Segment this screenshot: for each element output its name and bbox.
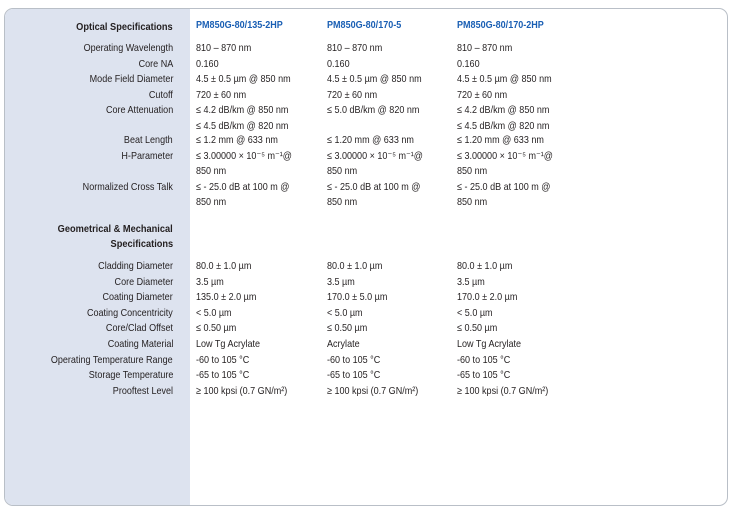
geometrical-row-label: Prooftest Level [112,384,173,397]
label-column [5,9,173,505]
optical-cell-value: 0.160 [457,57,480,70]
optical-cell-value: 720 ± 60 nm [457,88,508,101]
geometrical-row-label: Operating Temperature Range [51,353,173,366]
spec-table [4,8,728,506]
geometrical-cell-value: < 5.0 µm [196,306,232,319]
geometrical-cell-value: 3.5 µm [457,275,485,288]
optical-row-label: Core NA [138,57,173,70]
optical-cell-value: 850 nm [196,165,227,178]
geometrical-cell-value: < 5.0 µm [327,306,363,319]
geometrical-cell-value: Low Tg Acrylate [457,338,522,350]
geometrical-cell-value: ≥ 100 kpsi (0.7 GN/m²) [327,384,419,397]
geometrical-row-label: Core/Clad Offset [105,322,173,335]
geometrical-section-title-line1: Geometrical & Mechanical [57,223,173,235]
geometrical-cell-value: ≤ 0.50 µm [327,322,368,335]
optical-cell-value: 850 nm [327,196,358,209]
geometrical-cell-value: -60 to 105 °C [196,353,250,366]
geometrical-cell-value: ≤ 0.50 µm [196,322,237,335]
geometrical-cell-value: -65 to 105 °C [196,369,250,382]
optical-row-label: Operating Wavelength [83,42,173,54]
geometrical-cell-value: ≥ 100 kpsi (0.7 GN/m²) [457,384,549,397]
optical-cell-value: 720 ± 60 nm [196,88,247,101]
column-header-3: PM850G-80/170-2HP [457,19,544,31]
geometrical-cell-value: ≥ 100 kpsi (0.7 GN/m²) [196,384,288,397]
geometrical-cell-value: 3.5 µm [327,275,355,288]
geometrical-cell-value: 3.5 µm [196,275,224,288]
optical-row-label: H-Parameter [121,149,173,162]
optical-row-label: Beat Length [124,134,173,147]
geometrical-row-label: Coating Diameter [102,291,173,304]
geometrical-cell-value: 80.0 ± 1.0 µm [196,260,252,272]
optical-cell-value: 810 – 870 nm [327,42,383,54]
geometrical-cell-value: 80.0 ± 1.0 µm [327,260,383,272]
optical-cell-value: ≤ 5.0 dB/km @ 820 nm [327,104,420,117]
optical-cell-value: 0.160 [196,57,219,70]
geometrical-cell-value: -65 to 105 °C [327,369,381,382]
optical-cell-value: 4.5 ± 0.5 µm @ 850 nm [457,73,552,86]
geometrical-row-label: Coating Material [107,338,173,350]
optical-cell-value: 850 nm [196,196,227,209]
optical-cell-value: ≤ 4.2 dB/km @ 850 nm [457,104,550,117]
optical-row-label: Mode Field Diameter [89,73,173,86]
optical-cell-value: ≤ 3.00000 × 10⁻⁵ m⁻¹@ [327,149,423,162]
optical-cell-value: ≤ - 25.0 dB at 100 m @ [457,180,551,193]
optical-cell-value: ≤ 1.20 mm @ 633 nm [327,134,414,147]
optical-cell-value: 810 – 870 nm [196,42,252,54]
optical-cell-value: 4.5 ± 0.5 µm @ 850 nm [196,73,291,86]
optical-cell-value: 0.160 [327,57,350,70]
optical-row-label: Cutoff [149,88,173,101]
geometrical-cell-value: -65 to 105 °C [457,369,511,382]
optical-cell-value: ≤ 1.20 mm @ 633 nm [457,134,544,147]
optical-cell-value: ≤ 3.00000 × 10⁻⁵ m⁻¹@ [196,149,292,162]
optical-row-label: Core Attenuation [105,104,173,117]
optical-row-label: Normalized Cross Talk [82,180,173,193]
geometrical-row-label: Core Diameter [114,275,173,288]
geometrical-cell-value: ≤ 0.50 µm [457,322,498,335]
optical-section-title: Optical Specifications [76,21,173,33]
geometrical-row-label: Coating Concentricity [87,306,173,319]
geometrical-section-title-line2: Specifications [110,238,173,250]
optical-cell-value: ≤ - 25.0 dB at 100 m @ [327,180,421,193]
geometrical-cell-value: 135.0 ± 2.0 µm [196,291,257,304]
geometrical-row-label: Storage Temperature [88,369,173,382]
optical-cell-value: ≤ - 25.0 dB at 100 m @ [196,180,290,193]
optical-cell-value: ≤ 4.5 dB/km @ 820 nm [196,120,289,132]
optical-cell-value: ≤ 3.00000 × 10⁻⁵ m⁻¹@ [457,149,553,162]
optical-cell-value: ≤ 4.2 dB/km @ 850 nm [196,104,289,117]
column-header-1: PM850G-80/135-2HP [196,19,283,31]
optical-cell-value: ≤ 1.2 mm @ 633 nm [196,134,278,147]
geometrical-cell-value: -60 to 105 °C [457,353,511,366]
optical-cell-value: 810 – 870 nm [457,42,513,54]
optical-cell-value: 850 nm [457,196,488,209]
optical-cell-value: 850 nm [457,165,488,178]
geometrical-cell-value: Low Tg Acrylate [196,338,261,350]
optical-cell-value: 4.5 ± 0.5 µm @ 850 nm [327,73,422,86]
optical-cell-value: 850 nm [327,165,358,178]
geometrical-row-label: Cladding Diameter [98,260,173,272]
optical-cell-value: 720 ± 60 nm [327,88,378,101]
geometrical-cell-value: 170.0 ± 5.0 µm [327,291,388,304]
geometrical-cell-value: < 5.0 µm [457,306,493,319]
column-header-2: PM850G-80/170-5 [327,19,402,31]
optical-cell-value: ≤ 4.5 dB/km @ 820 nm [457,120,550,132]
geometrical-cell-value: Acrylate [327,338,360,350]
geometrical-cell-value: 80.0 ± 1.0 µm [457,260,513,272]
geometrical-cell-value: 170.0 ± 2.0 µm [457,291,518,304]
geometrical-cell-value: -60 to 105 °C [327,353,381,366]
